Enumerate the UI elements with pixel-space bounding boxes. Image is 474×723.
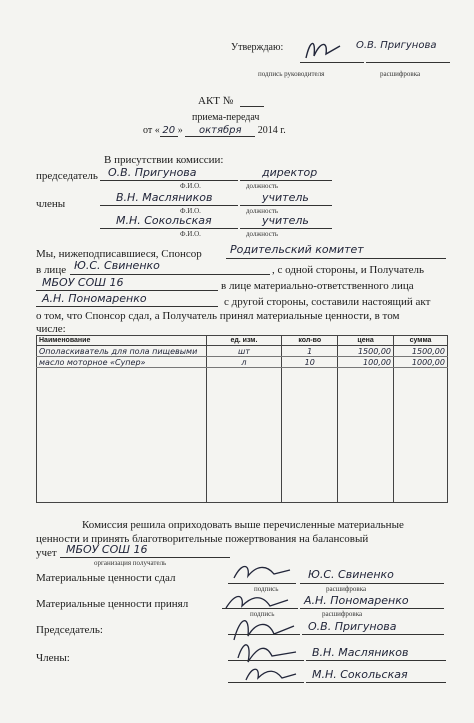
decision-line2: ценности и принять благотворительные пожертвования на балансовый (36, 533, 369, 545)
act-subtitle: приема-передач (192, 112, 260, 123)
member2-position: учитель (262, 214, 309, 227)
body-line6: числе: (36, 323, 66, 335)
col-header-unit: ед. изм. (206, 336, 282, 346)
body-line3-suffix: в лице материально-ответственного лица (221, 280, 414, 292)
member1-position: учитель (262, 191, 309, 204)
decision-line3-prefix: учет (36, 547, 57, 559)
handed-caption-sign: подпись (254, 585, 279, 593)
sponsor-rep-line (70, 274, 270, 275)
col-header-price: цена (338, 336, 394, 346)
final-member1-sign-line (228, 660, 304, 661)
received-caption-decode: расшифровка (322, 610, 363, 618)
approve-caption-decode: расшифровка (380, 70, 421, 78)
final-member2-sign-line (228, 682, 304, 683)
member2-caption-position: должность (246, 230, 279, 238)
member1-caption-position: должность (246, 207, 279, 215)
chair-name: О.В. Пригунова (108, 166, 197, 179)
chair-caption-position: должность (246, 182, 279, 190)
member1-fio-line (100, 205, 238, 206)
body-line1: Мы, нижеподписавшиеся, Спонсор (36, 248, 202, 260)
commission-intro: В присутствии комиссии: (104, 154, 224, 166)
members-label: члены (36, 198, 66, 210)
final-chair-label: Председатель: (36, 624, 103, 636)
member1-position-line (240, 205, 332, 206)
received-label: Материальные ценности принял (36, 598, 189, 610)
final-chair-decode-line (302, 634, 444, 635)
chair-position-line (240, 180, 332, 181)
chair-label: председатель (36, 170, 98, 182)
decision-org-line (60, 557, 230, 558)
body-line5: о том, что Спонсор сдал, а Получатель принял материальные ценности, в том (36, 310, 400, 322)
sponsor-name: Родительский комитет (230, 243, 364, 256)
approve-decode-line (366, 62, 450, 63)
col-header-name: Наименование (37, 336, 207, 346)
handed-label: Материальные ценности сдал (36, 572, 176, 584)
date-day: 20 (160, 125, 178, 137)
cell-price: 1500,00 (338, 346, 394, 357)
cell-qty: 1 (282, 346, 338, 357)
date-year: 2014 г. (257, 125, 286, 136)
body-line2-prefix: в лице (36, 264, 67, 276)
approve-signature-value: О.В. Пригунова (356, 40, 437, 51)
handed-sign-line (228, 583, 296, 584)
final-member2-name: М.Н. Сокольская (312, 668, 408, 681)
cell-name: Ополаскиватель для пола пищевыми (37, 346, 207, 357)
recipient-rep: А.Н. Пономаренко (42, 292, 147, 305)
act-date (143, 125, 286, 137)
recipient-line (36, 290, 218, 291)
handed-decode-line (300, 583, 444, 584)
chair-fio-line (100, 180, 238, 181)
final-members-label: Члены: (36, 652, 70, 664)
handed-name: Ю.С. Свиненко (308, 568, 394, 581)
sponsor-line (226, 258, 446, 259)
table-header-row (37, 336, 448, 346)
member2-position-line (240, 228, 332, 229)
cell-sum: 1500,00 (394, 346, 448, 357)
final-member2-decode-line (306, 682, 446, 683)
member2-caption-fio: Ф.И.О. (180, 230, 201, 238)
chair-position: директор (262, 166, 318, 179)
approve-label: Утверждаю: (231, 42, 284, 53)
cell-unit: шт (206, 346, 282, 357)
cell-unit: л (206, 357, 282, 368)
table-row (37, 346, 448, 357)
final-chair-name: О.В. Пригунова (308, 620, 397, 633)
final-member1-name: В.Н. Масляников (312, 646, 409, 659)
director-signature-mark (300, 34, 348, 64)
date-mid: » (177, 125, 183, 136)
decision-line1: Комиссия решила оприходовать выше перечисленные материальные (82, 519, 404, 531)
chair-caption-fio: Ф.И.О. (180, 182, 201, 190)
cell-price: 100,00 (338, 357, 394, 368)
col-header-qty: кол-во (282, 336, 338, 346)
approve-sign-line (300, 62, 364, 63)
received-sign-line (222, 608, 298, 609)
decision-caption-org: организация получатель (94, 559, 167, 567)
table-row (37, 357, 448, 368)
received-decode-line (300, 608, 444, 609)
cell-qty: 10 (282, 357, 338, 368)
date-prefix: от « (143, 125, 160, 136)
cell-sum: 1000,00 (394, 357, 448, 368)
received-caption-sign: подпись (250, 610, 275, 618)
member1-name: В.Н. Масляников (116, 191, 213, 204)
date-month: октября (185, 125, 255, 137)
body-line4-suffix: с другой стороны, составили настоящий акт (224, 296, 431, 308)
act-number-line (240, 106, 264, 107)
member2-name: М.Н. Сокольская (116, 214, 212, 227)
act-title: АКТ № (198, 95, 234, 107)
member1-caption-fio: Ф.И.О. (180, 207, 201, 215)
items-table (36, 335, 448, 503)
body-line2-suffix: , с одной стороны, и Получатель (272, 264, 425, 276)
final-chair-sign-line (228, 634, 300, 635)
recipient-rep-line (36, 306, 218, 307)
received-name: А.Н. Пономаренко (304, 594, 409, 607)
approve-caption-sign: подпись руководителя (258, 70, 325, 78)
cell-name: масло моторное «Супер» (37, 357, 207, 368)
decision-org: МБОУ СОШ 16 (66, 543, 148, 556)
table-empty-area (37, 368, 448, 503)
handed-caption-decode: расшифровка (326, 585, 367, 593)
sponsor-rep: Ю.С. Свиненко (74, 259, 160, 272)
final-member1-decode-line (306, 660, 446, 661)
col-header-sum: сумма (394, 336, 448, 346)
member2-fio-line (100, 228, 238, 229)
recipient-name: МБОУ СОШ 16 (42, 276, 124, 289)
